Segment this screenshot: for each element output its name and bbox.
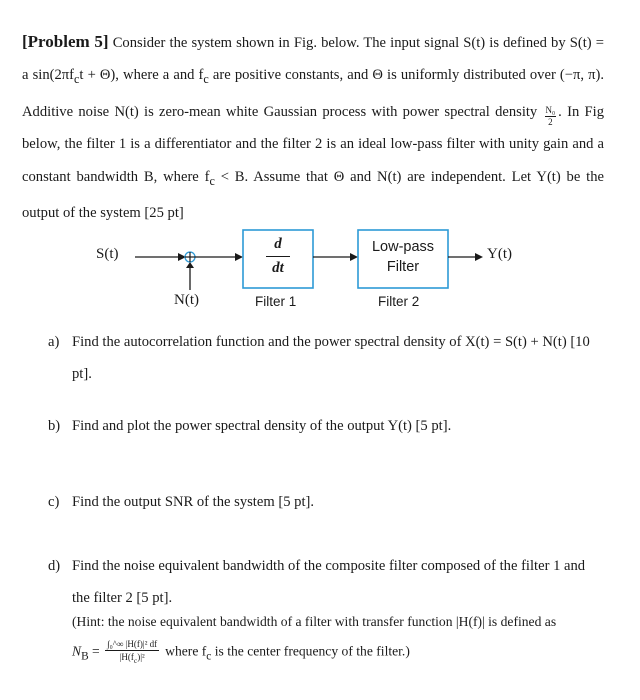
- formula-denominator-head: |H(f: [119, 652, 134, 662]
- output-arrowhead: [475, 253, 483, 261]
- intro-text-1: Consider the system shown in Fig. below. The input signal S(t) is defined by S(t) = a sin(2πf: [22, 35, 604, 84]
- problem-intro: [22, 26, 604, 229]
- formula-tail-1: where f: [165, 643, 207, 659]
- question-d-letter: d): [48, 558, 61, 574]
- filter1-label: [243, 233, 313, 280]
- intro-text-2: t + Θ), where a and f: [79, 67, 204, 84]
- subscript-c-2: c: [203, 72, 209, 87]
- problem-heading: [Problem 5]: [22, 32, 109, 51]
- intro-text-4: . In Fig below, the filter 1 is a differentiator and the filter 2 is an ideal low-pass filter with unity gain and a constant bandwidth B, where f: [22, 103, 604, 185]
- psd-denominator: 2: [548, 116, 553, 127]
- psd-fraction: [545, 105, 557, 128]
- block-diagram-graphic: [0, 212, 640, 322]
- input-signal-label: S(t): [96, 246, 119, 262]
- formula-lhs: N: [72, 643, 82, 659]
- formula-denominator: [105, 651, 159, 667]
- intro-text-3: are positive constants, and Θ is uniformly distributed over (−π, π). Additive noise N(t) is zero-mean white Gaussian process with power spectral density: [22, 67, 604, 120]
- question-a-letter: a): [48, 334, 60, 350]
- formula-denominator-sub: c: [133, 655, 138, 665]
- question-b-letter: b): [48, 418, 61, 434]
- psd-numerator: N₀: [545, 104, 556, 115]
- question-d-text: Find the noise equivalent bandwidth of the composite filter composed of the filter 1 and the filter 2 [5 pt].: [72, 558, 586, 606]
- filter2-arrowhead: [350, 253, 358, 261]
- bandwidth-formula: [72, 638, 612, 667]
- hint-text: (Hint: the noise equivalent bandwidth of a filter with transfer function |H(f)| is defined as: [72, 614, 557, 629]
- subscript-c-3: c: [209, 173, 215, 188]
- filter1-caption: Filter 1: [255, 294, 297, 309]
- question-c-text: Find the output SNR of the system [5 pt].: [72, 494, 315, 510]
- filter2-label: [358, 237, 448, 277]
- formula-tail-2: is the center frequency of the filter.): [211, 643, 410, 659]
- noise-label: N(t): [174, 292, 199, 308]
- formula-denominator-tail: )|²: [137, 652, 145, 662]
- filter1-arrowhead: [235, 253, 243, 261]
- output-signal-label: Y(t): [487, 246, 512, 262]
- filter2-caption: Filter 2: [378, 294, 420, 309]
- noise-arrowhead: [186, 262, 194, 268]
- intro-text-5: < B. Assume that Θ and N(t) are independent. Let Y(t) be the output of the system [25 pt]: [22, 168, 604, 221]
- question-a-text: Find the autocorrelation function and the power spectral density of X(t) = S(t) + N(t) [10 pt].: [72, 334, 590, 382]
- formula-numerator: ∫₀^∞ |H(f)|² df: [107, 639, 158, 649]
- filter2-label-line2: Filter: [386, 259, 420, 275]
- block-diagram: [0, 212, 640, 322]
- formula-equals: =: [88, 643, 104, 659]
- formula-tail-sub: c: [206, 650, 212, 663]
- filter1-numerator: d: [274, 236, 282, 252]
- filter1-denominator: dt: [272, 260, 284, 276]
- question-c-letter: c): [48, 494, 60, 510]
- subscript-c-1: c: [74, 72, 80, 87]
- filter2-label-line1: Low-pass: [371, 239, 435, 255]
- question-b-text: Find and plot the power spectral density of the output Y(t) [5 pt].: [72, 418, 452, 434]
- formula-lhs-sub: B: [81, 650, 89, 663]
- formula-fraction: [105, 638, 159, 667]
